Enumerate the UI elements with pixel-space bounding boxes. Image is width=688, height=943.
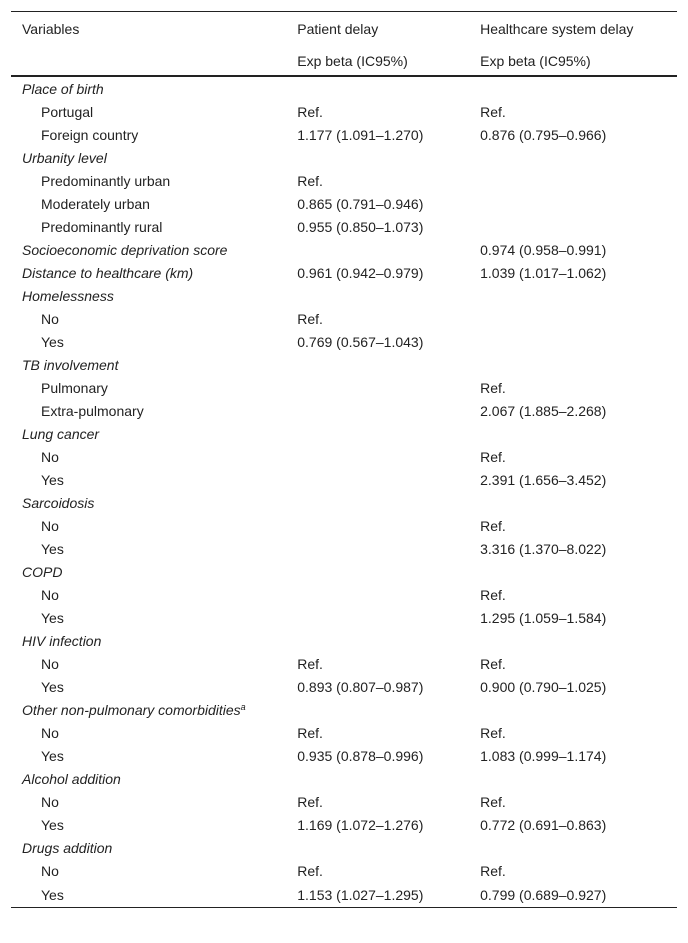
table-row <box>11 537 677 560</box>
health-value: 2.067 (1.885–2.268) <box>480 402 607 419</box>
row-label: Yes <box>41 816 64 833</box>
health-value: 1.295 (1.059–1.584) <box>480 609 607 626</box>
row-label-text: Other non-pulmonary comorbidities <box>22 701 241 718</box>
footnote-marker: a <box>240 701 246 712</box>
row-label: Yes <box>41 471 64 488</box>
table-row <box>11 215 677 238</box>
health-value <box>480 836 677 859</box>
patient-value <box>297 284 480 307</box>
table-row <box>11 491 677 514</box>
patient-value <box>297 353 480 376</box>
row-label: Drugs addition <box>22 839 113 856</box>
health-value <box>480 560 677 583</box>
row-label: Pulmonary <box>41 379 108 396</box>
row-label: Extra-pulmonary <box>41 402 144 419</box>
row-label: Yes <box>41 540 64 557</box>
health-value: Ref. <box>480 448 506 465</box>
table-row <box>11 123 677 146</box>
patient-value: 1.169 (1.072–1.276) <box>297 816 424 833</box>
patient-value: Ref. <box>297 793 323 810</box>
row-label: No <box>41 586 59 603</box>
patient-value: 1.153 (1.027–1.295) <box>297 882 480 908</box>
subheader-empty <box>11 46 297 76</box>
row-label: No <box>41 862 59 879</box>
table-row <box>11 376 677 399</box>
row-label: Sarcoidosis <box>22 494 95 511</box>
row-label: Place of birth <box>22 80 104 97</box>
patient-value: Ref. <box>297 862 323 879</box>
row-label: No <box>41 724 59 741</box>
patient-value: 0.893 (0.807–0.987) <box>297 678 424 695</box>
row-label: Portugal <box>41 103 94 120</box>
table-row <box>11 146 677 169</box>
patient-value <box>297 146 480 169</box>
row-label: Homelessness <box>22 287 114 304</box>
row-label: Alcohol addition <box>22 770 121 787</box>
row-label: TB involvement <box>22 356 119 373</box>
row-label: Distance to healthcare (km) <box>22 264 194 281</box>
table-row <box>11 284 677 307</box>
health-value <box>480 353 677 376</box>
table-row <box>11 652 677 675</box>
health-value <box>480 215 677 238</box>
patient-value: 0.961 (0.942–0.979) <box>297 264 424 281</box>
table-row <box>11 192 677 215</box>
patient-value <box>297 836 480 859</box>
table-row <box>11 813 677 836</box>
health-value: 0.799 (0.689–0.927) <box>480 882 677 908</box>
table-row <box>11 261 677 284</box>
row-label: COPD <box>22 563 63 580</box>
row-label <box>11 698 297 721</box>
health-value: 0.900 (0.790–1.025) <box>480 678 607 695</box>
row-label: No <box>41 793 59 810</box>
health-value: 0.876 (0.795–0.966) <box>480 126 607 143</box>
health-value <box>480 491 677 514</box>
table-row <box>11 169 677 192</box>
table-row <box>11 698 677 721</box>
row-label: Lung cancer <box>22 425 100 442</box>
patient-value <box>297 514 480 537</box>
table-row <box>11 399 677 422</box>
table-row <box>11 238 677 261</box>
row-label: HIV infection <box>22 632 102 649</box>
table-row <box>11 422 677 445</box>
patient-value <box>297 606 480 629</box>
subheader-health: Exp beta (IC95%) <box>480 46 677 76</box>
table-row <box>11 560 677 583</box>
row-label: No <box>41 310 59 327</box>
row-label: No <box>41 448 59 465</box>
header-variables: Variables <box>11 12 297 47</box>
health-value: 1.083 (0.999–1.174) <box>480 747 607 764</box>
health-value <box>480 330 677 353</box>
table-row <box>11 307 677 330</box>
row-label: Yes <box>41 678 64 695</box>
patient-value <box>297 422 480 445</box>
health-value: 3.316 (1.370–8.022) <box>480 540 607 557</box>
patient-value: 0.865 (0.791–0.946) <box>297 195 424 212</box>
table-row <box>11 514 677 537</box>
table-row <box>11 583 677 606</box>
row-label: Predominantly rural <box>41 218 163 235</box>
patient-value: 1.177 (1.091–1.270) <box>297 126 424 143</box>
patient-value <box>297 767 480 790</box>
table-row <box>11 836 677 859</box>
patient-value <box>297 468 480 491</box>
health-value <box>480 698 677 721</box>
row-label: No <box>41 655 59 672</box>
health-value <box>480 629 677 652</box>
table-row <box>11 790 677 813</box>
health-value: Ref. <box>480 586 506 603</box>
header-row <box>11 12 677 47</box>
row-label: No <box>41 517 59 534</box>
patient-value <box>297 583 480 606</box>
table-row <box>11 606 677 629</box>
patient-value <box>297 698 480 721</box>
patient-value <box>297 560 480 583</box>
row-label: Moderately urban <box>41 195 150 212</box>
table-row <box>11 330 677 353</box>
patient-value: Ref. <box>297 172 323 189</box>
patient-value: 0.769 (0.567–1.043) <box>297 333 424 350</box>
results-table-container <box>11 11 677 908</box>
health-value <box>480 169 677 192</box>
table-row <box>11 859 677 882</box>
health-value <box>480 767 677 790</box>
health-value: 1.039 (1.017–1.062) <box>480 264 607 281</box>
health-value <box>480 146 677 169</box>
row-label: Yes <box>41 609 64 626</box>
table-row <box>11 767 677 790</box>
table-row <box>11 675 677 698</box>
table-row <box>11 721 677 744</box>
header-healthcare-delay: Healthcare system delay <box>480 12 677 47</box>
subheader-patient: Exp beta (IC95%) <box>297 46 480 76</box>
health-value: 0.772 (0.691–0.863) <box>480 816 607 833</box>
patient-value: Ref. <box>297 103 323 120</box>
health-value: Ref. <box>480 862 506 879</box>
health-value <box>480 422 677 445</box>
table-row <box>11 445 677 468</box>
row-label: Urbanity level <box>22 149 107 166</box>
patient-value: 0.955 (0.850–1.073) <box>297 218 424 235</box>
row-label: Socioeconomic deprivation score <box>22 241 228 258</box>
health-value: Ref. <box>480 724 506 741</box>
patient-value: 0.935 (0.878–0.996) <box>297 747 424 764</box>
health-value: Ref. <box>480 655 506 672</box>
patient-value <box>297 238 480 261</box>
table-row <box>11 100 677 123</box>
table-row <box>11 76 677 100</box>
header-patient-delay: Patient delay <box>297 12 480 47</box>
row-label: Yes <box>41 747 64 764</box>
table-row <box>11 744 677 767</box>
subheader-row <box>11 46 677 76</box>
health-value: Ref. <box>480 517 506 534</box>
health-value <box>480 307 677 330</box>
patient-value <box>297 399 480 422</box>
health-value: Ref. <box>480 793 506 810</box>
table-row <box>11 629 677 652</box>
patient-value: Ref. <box>297 724 323 741</box>
row-label: Yes <box>11 882 297 908</box>
health-value <box>480 76 677 100</box>
table-row <box>11 353 677 376</box>
patient-value <box>297 629 480 652</box>
health-value: 2.391 (1.656–3.452) <box>480 471 607 488</box>
patient-value <box>297 445 480 468</box>
health-value <box>480 192 677 215</box>
health-value: Ref. <box>480 379 506 396</box>
results-table <box>11 11 677 908</box>
patient-value: Ref. <box>297 655 323 672</box>
patient-value <box>297 537 480 560</box>
table-row <box>11 468 677 491</box>
health-value: Ref. <box>480 103 506 120</box>
row-label: Foreign country <box>41 126 139 143</box>
row-label: Predominantly urban <box>41 172 171 189</box>
patient-value <box>297 76 480 100</box>
patient-value <box>297 376 480 399</box>
patient-value: Ref. <box>297 310 323 327</box>
health-value: 0.974 (0.958–0.991) <box>480 241 607 258</box>
patient-value <box>297 491 480 514</box>
health-value <box>480 284 677 307</box>
table-row <box>11 882 677 908</box>
row-label: Yes <box>41 333 64 350</box>
